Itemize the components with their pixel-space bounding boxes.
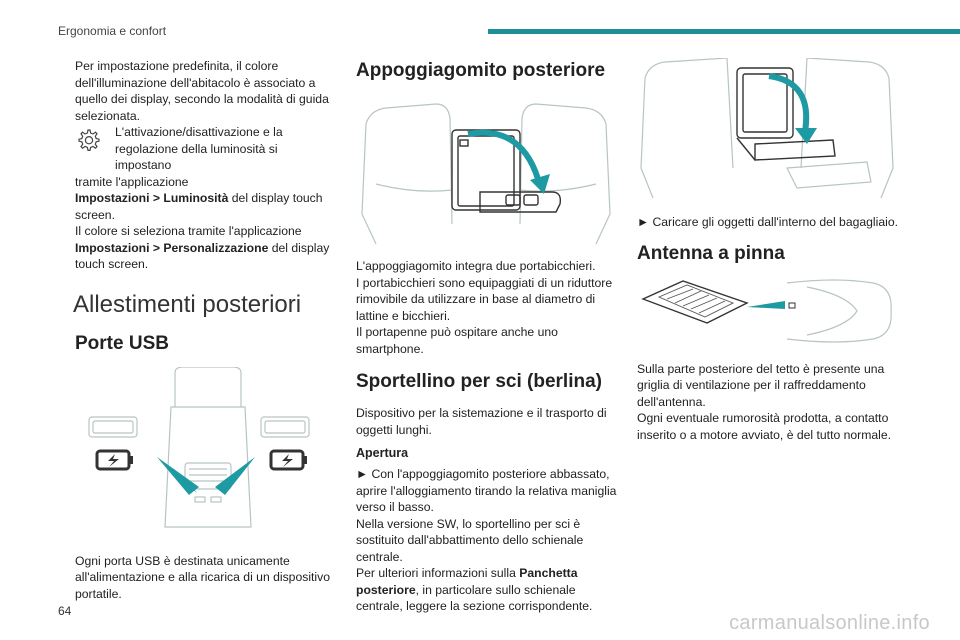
antenna-text: Sulla parte posteriore del tetto è presente una griglia di ventilazione per il raffreddamento dell'antenna. Ogni eventuale rumorosità prodotta, a contatto inserito o a motore avviato, è del tutto normale.	[637, 361, 892, 442]
battery-charge-icon-left	[97, 451, 133, 469]
watermark: carmanualsonline.info	[729, 612, 930, 634]
usb-ports-heading: Porte USB	[75, 332, 169, 354]
usb-ports-illustration	[75, 367, 337, 539]
column-1	[75, 58, 337, 602]
rear-armrest-illustration	[356, 94, 618, 244]
color-select-line: Il colore si seleziona tramite l'applicazione	[75, 224, 302, 238]
brightness-note-text: L'attivazione/disattivazione e la regolazione della luminosità si impostano	[115, 125, 283, 172]
more-info-post: , in particolare sullo schienale centrale, leggere la sezione corrispondente.	[356, 582, 593, 613]
page-number: 64	[58, 604, 72, 618]
load-items-text: ► Caricare gli oggetti dall'interno del bagagliaio.	[637, 215, 899, 229]
brightness-note-cont: tramite l'applicazione	[75, 174, 189, 189]
rear-equipment-heading: Allestimenti posteriori	[73, 290, 302, 318]
brightness-menu-suffix: del display touch screen.	[75, 191, 323, 222]
opening-text: ► Con l'appoggiagomito posteriore abbassato, aprire l'alloggiamento tirando la relativa maniglia verso il basso. Nella versione SW, lo sportellino per sci è sostituito dall'abbattimento dello schienale centrale.	[356, 467, 617, 564]
armrest-text: L'appoggiagomito integra due portabicchieri. I portabicchieri sono equipaggiati di un riduttore rimovibile da utilizzare in base al diametro di lattine e bicchieri. Il portapenne può ospitare anche uno smartphone.	[356, 259, 613, 356]
rear-armrest-heading: Appoggiagomito posteriore	[356, 60, 606, 81]
header-accent-bar	[488, 29, 960, 34]
header-section-title: Ergonomia e confort	[58, 24, 167, 38]
personalization-menu-line	[75, 240, 337, 273]
opening-heading: Apertura	[356, 446, 409, 460]
usb-ports-text: Ogni porta USB è destinata unicamente all'alimentazione e alla ricarica di un dispositivo portatile.	[75, 553, 331, 601]
ski-hatch-illustration	[637, 58, 899, 200]
rear-bench-link: Panchetta posteriore	[356, 566, 578, 597]
more-info-text	[356, 565, 618, 615]
personalization-menu-suffix: del display touch screen.	[75, 240, 330, 271]
lighting-default-text: Per impostazione predefinita, il colore dell'illuminazione dell'abitacolo è associato a quello dei display, secondo la modalità di guida selezionata.	[75, 59, 329, 123]
brightness-menu-line	[75, 190, 337, 223]
more-info-pre: Per ulteriori informazioni sulla	[356, 566, 520, 580]
column-3	[637, 58, 899, 443]
battery-charge-icon-right	[271, 451, 307, 469]
ski-hatch-text: Dispositivo per la sistemazione e il trasporto di oggetti lunghi.	[356, 406, 607, 437]
fin-antenna-heading: Antenna a pinna	[637, 242, 785, 264]
ski-hatch-heading: Sportellino per sci (berlina)	[356, 371, 602, 392]
gear-icon	[75, 127, 101, 153]
brightness-menu-path: Impostazioni > Luminosità	[75, 191, 229, 205]
personalization-menu-path: Impostazioni > Personalizzazione	[75, 240, 269, 255]
column-2	[356, 58, 618, 615]
vent-grille	[643, 281, 747, 323]
brightness-note	[75, 124, 337, 273]
fin-antenna-illustration	[637, 277, 899, 347]
